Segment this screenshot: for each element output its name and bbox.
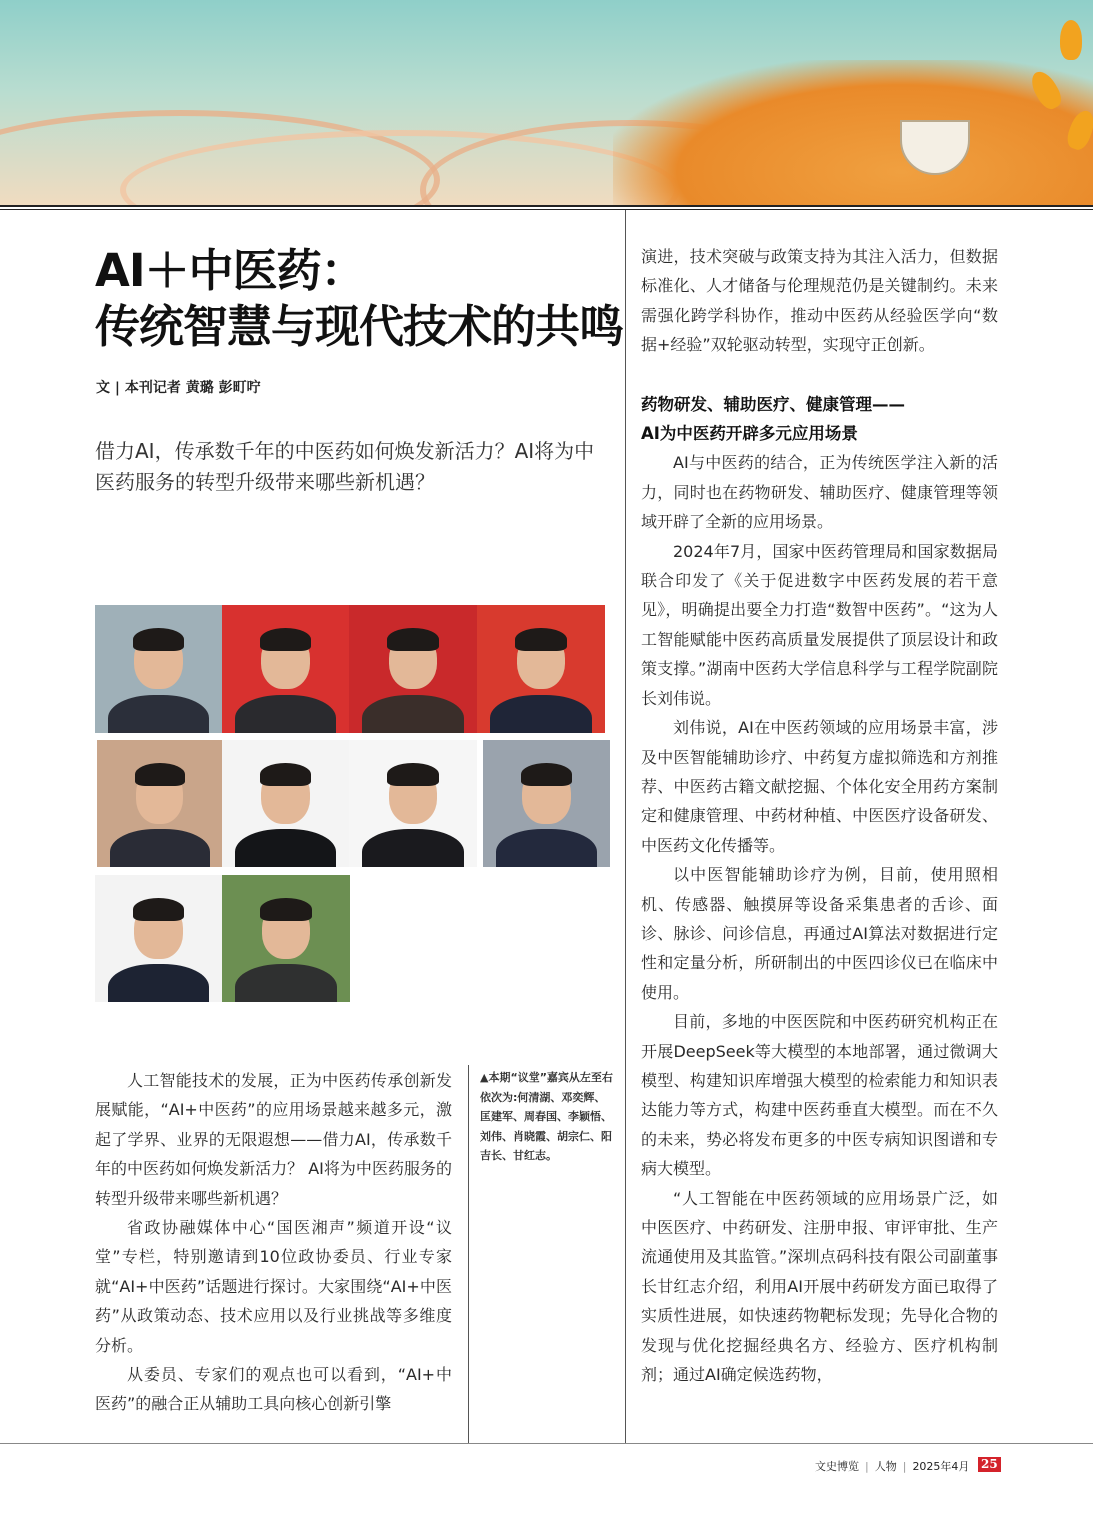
section-heading — [641, 390, 998, 449]
guest-portrait — [97, 740, 222, 867]
guest-portrait — [222, 875, 350, 1002]
section-heading-line-2: AI为中医药开辟多元应用场景 — [641, 424, 858, 444]
title-line-1: AI＋中医药： — [95, 244, 365, 297]
footer-rule — [0, 1443, 1093, 1444]
body-paragraph: 省政协融媒体中心“国医湘声”频道开设“议堂”专栏，特别邀请到10位政协委员、行业专家就“AI+中医药”话题进行探讨。大家围绕“AI+中医药”从政策动态、技术应用以及行业挑战等多维度分析。 — [95, 1218, 452, 1355]
section-heading-line-1: 药物研发、辅助医疗、健康管理—— — [641, 394, 905, 414]
guest-portrait — [477, 605, 605, 733]
body-paragraph: 目前，多地的中医医院和中医药研究机构正在开展DeepSeek等大模型的本地部署，通过微调大模型、构建知识库增强大模型的检索能力和知识表达能力等方式，构建中医药垂直大模型。而在不久的未来，势必将发布更多的中医专病知识图谱和专病大模型。 — [641, 1012, 998, 1179]
body-paragraph: 演进，技术突破与政策支持为其注入活力，但数据标准化、人才储备与伦理规范仍是关键制约。未来需强化跨学科协作，推动中医药从经验医学向“数据+经验”双轮驱动转型，实现守正创新。 — [641, 247, 998, 355]
guest-portrait — [95, 875, 222, 1002]
footer-section: 人物 — [874, 1460, 897, 1473]
title-line-2: 传统智慧与现代技术的共鸣 — [95, 300, 624, 353]
body-paragraph: 2024年7月，国家中医药管理局和国家数据局联合印发了《关于促进数字中医药发展的若干意见》，明确提出要全力打造“数智中医药”。“这为人工智能赋能中医药高质量发展提供了顶层设计和政策支撑。”湖南中医药大学信息科学与工程学院副院长刘伟说。 — [641, 541, 998, 708]
body-paragraph: 从委员、专家们的观点也可以看到，“AI+中医药”的融合正从辅助工具向核心创新引擎 — [95, 1365, 452, 1414]
photo-caption: ▲本期“议堂”嘉宾从左至右依次为:何清湖、邓奕辉、匡建军、周春国、李颖悟、刘伟、肖晓霞、胡宗仁、阳吉长、甘红志。 — [480, 1071, 613, 1162]
article-title — [95, 243, 623, 355]
guest-portrait — [349, 740, 477, 867]
header-rule — [0, 205, 1093, 207]
page-number: 25 — [978, 1457, 1001, 1472]
right-body-column — [641, 242, 998, 1389]
guest-portrait — [95, 605, 222, 733]
column-divider — [625, 210, 626, 1443]
caption-divider — [468, 1065, 469, 1443]
body-paragraph: 以中医智能辅助诊疗为例，目前，使用照相机、传感器、触摸屏等设备采集患者的舌诊、面诊、脉诊、问诊信息，再通过AI算法对数据进行定性和定量分析，所研制出的中医四诊仪已在临床中使用。 — [641, 865, 998, 1002]
guest-portrait — [483, 740, 610, 867]
left-body-column — [95, 1066, 452, 1419]
guest-portrait — [222, 605, 349, 733]
header-banner-illustration — [0, 0, 1093, 205]
guest-portrait — [222, 740, 349, 867]
byline: 文 | 本刊记者 黄璐 彭町咛 — [96, 380, 261, 396]
body-paragraph: 刘伟说，AI在中医药领域的应用场景丰富，涉及中医智能辅助诊疗、中药复方虚拟筛选和方剂推荐、中医药古籍文献挖掘、个体化安全用药方案制定和健康管理、中药材种植、中医医疗设备研发、中医药文化传播等。 — [641, 718, 998, 855]
header-rule-thin — [0, 209, 1093, 210]
article-lead: 借力AI，传承数千年的中医药如何焕发新活力？AI将为中医药服务的转型升级带来哪些新机遇？ — [95, 439, 595, 494]
footer-date: 2025年4月 — [912, 1460, 970, 1473]
guest-portrait — [349, 605, 477, 733]
body-paragraph: 人工智能技术的发展，正为中医药传承创新发展赋能，“AI+中医药”的应用场景越来越多元，激起了学界、业界的无限遐想——借力AI，传承数千年的中医药如何焕发新活力？ AI将为中医药服务的转型升级带来哪些新机遇？ — [95, 1071, 452, 1208]
body-paragraph: “人工智能在中医药领域的应用场景广泛，如中医医疗、中药研发、注册申报、审评审批、生产流通使用及其监管。”深圳点码科技有限公司副董事长甘红志介绍，利用AI开展中药研发方面已取得了实质性进展，如快速药物靶标发现；先导化合物的发现与优化挖掘经典名方、经验方、医疗机构制剂；通过AI确定候选药物， — [641, 1188, 998, 1385]
footer-magazine: 文史博览 — [815, 1460, 859, 1473]
page-footer: 文史博览 | 人物 | 2025年4月 — [815, 1459, 970, 1473]
body-paragraph: AI与中医药的结合，正为传统医学注入新的活力，同时也在药物研发、辅助医疗、健康管理等领域开辟了全新的应用场景。 — [641, 453, 998, 532]
